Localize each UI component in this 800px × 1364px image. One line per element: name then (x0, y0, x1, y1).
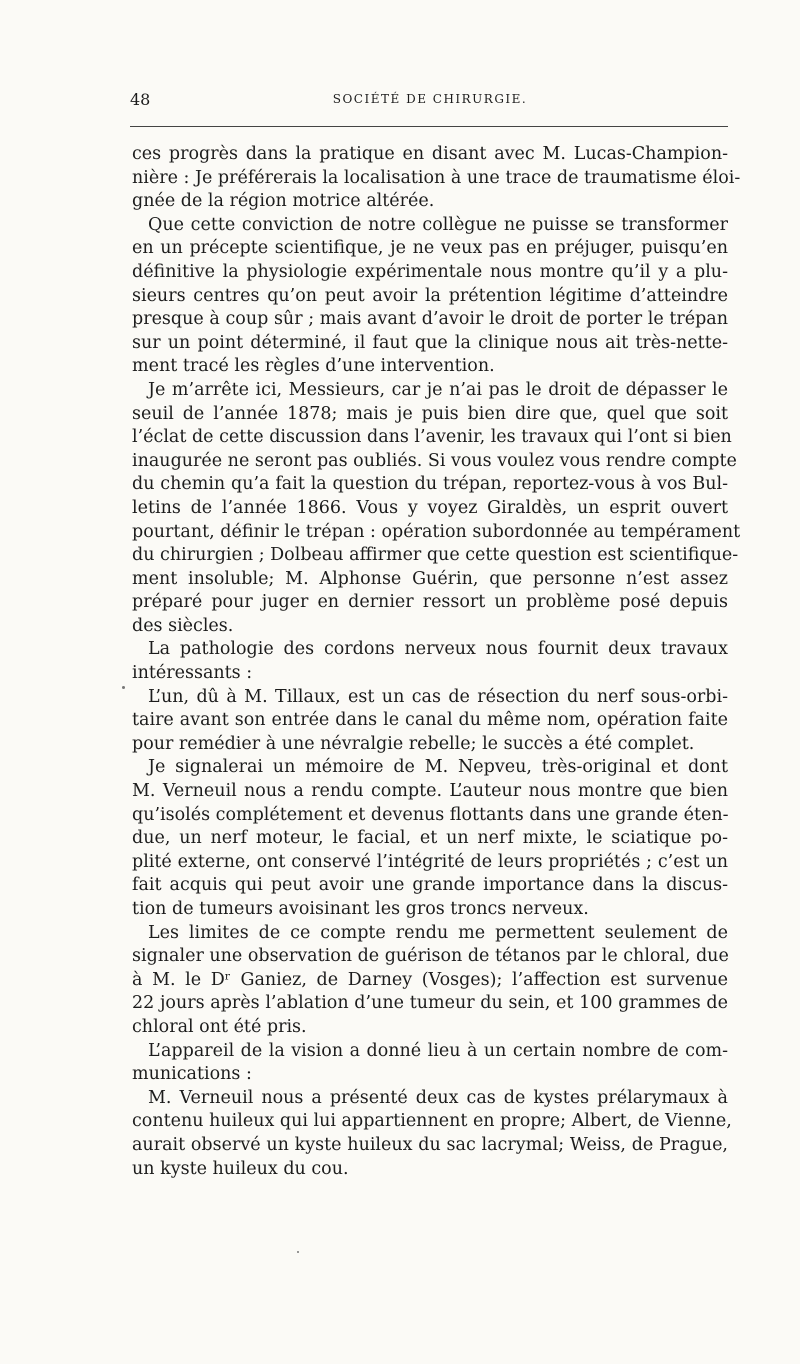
page-number: 48 (130, 90, 151, 109)
text-line: fait acquis qui peut avoir une grande importance dans la discus- (132, 875, 728, 896)
text-line: Je signalerai un mémoire de M. Nepveu, très-original et dont (148, 757, 728, 778)
text-line: intéressants : (132, 663, 253, 684)
text-line: 22 jours après l’ablation d’une tumeur du sein, et 100 grammes de (132, 993, 728, 1014)
text-line: sur un point déterminé, il faut que la clinique nous ait très-nette- (132, 332, 728, 353)
text-line: qu’isolés complétement et devenus flottants dans une grande éten- (132, 804, 729, 825)
text-line: ment tracé les règles d’une intervention. (132, 356, 495, 377)
text-line: du chemin qu’a fait la question du trépan, reportez-vous à vos Bul- (132, 474, 728, 495)
body-text (132, 143, 741, 1181)
running-head: SOCIÉTÉ DE CHIRURGIE. (332, 92, 528, 106)
text-line: due, un nerf moteur, le facial, et un nerf mixte, le sciatique po- (132, 828, 728, 849)
text-line: Je m’arrête ici, Messieurs, car je n’ai pas le droit de dépasser le (148, 379, 728, 400)
text-line: définitive la physiologie expérimentale nous montre qu’il y a plu- (132, 261, 728, 282)
text-line: pourtant, définir le trépan : opération subordonnée au tempérament (132, 521, 741, 542)
text-line: l’éclat de cette discussion dans l’avenir, les travaux qui l’ont si bien (132, 427, 732, 448)
text-line: en un précepte scientifique, je ne veux pas en préjuger, puisqu’en (132, 238, 728, 259)
text-line: des siècles. (132, 615, 234, 636)
text-line: contenu huileux qui lui appartiennent en propre; Albert, de Vienne, (132, 1111, 732, 1132)
text-line: letins de l’année 1866. Vous y voyez Giraldès, un esprit ouvert (132, 497, 728, 518)
text-line: préparé pour juger en dernier ressort un problème posé depuis (132, 592, 728, 613)
text-line: inaugurée ne seront pas oubliés. Si vous voulez vous rendre compte (132, 450, 737, 471)
text-line: ces progrès dans la pratique en disant avec M. Lucas-Champion- (132, 144, 728, 164)
text-line: gnée de la région motrice altérée. (132, 191, 435, 212)
text-line: La pathologie des cordons nerveux nous fournit deux travaux (148, 639, 728, 660)
text-line: L’un, dû à M. Tillaux, est un cas de résection du nerf sous-orbi- (148, 686, 728, 707)
text-line: taire avant son entrée dans le canal du même nom, opération faite (132, 710, 728, 731)
page-header (130, 90, 730, 112)
text-line: sieurs centres qu’on peut avoir la prétention légitime d’atteindre (132, 285, 728, 306)
text-line: aurait observé un kyste huileux du sac lacrymal; Weiss, de Prague, (132, 1134, 728, 1155)
print-speck (297, 1251, 299, 1253)
text-line: munications : (132, 1064, 252, 1085)
text-line: tion de tumeurs avoisinant les gros troncs nerveux. (132, 899, 589, 919)
text-line: pour remédier à une névralgie rebelle; le succès a été complet. (132, 733, 695, 754)
print-speck (122, 686, 125, 689)
text-line: presque à coup sûr ; mais avant d’avoir le droit de porter le trépan (132, 309, 728, 330)
header-rule (130, 126, 728, 127)
text-line: Que cette conviction de notre collègue ne puisse se transformer (148, 214, 728, 235)
text-line: M. Verneuil nous a rendu compte. L’auteur nous montre que bien (132, 781, 728, 802)
text-line: M. Verneuil nous a présenté deux cas de kystes prélarymaux à (148, 1087, 728, 1108)
text-line: du chirurgien ; Dolbeau affirmer que cette question est scientifique- (132, 545, 739, 566)
text-line: Les limites de ce compte rendu me permettent seulement de (148, 922, 728, 943)
text-line: à M. le Dʳ Ganiez, de Darney (Vosges); l’affection est survenue (132, 969, 728, 990)
text-line: chloral ont été pris. (132, 1016, 307, 1037)
text-line: signaler une observation de guérison de tétanos par le chloral, due (132, 946, 729, 967)
text-line: nière : Je préférerais la localisation à une trace de traumatisme éloi- (132, 167, 741, 188)
text-line: L’appareil de la vision a donné lieu à un certain nombre de com- (148, 1040, 728, 1061)
text-line: un kyste huileux du cou. (132, 1158, 349, 1179)
text-line: ment insoluble; M. Alphonse Guérin, que personne n’est assez (132, 568, 728, 589)
text-line: seuil de l’année 1878; mais je puis bien dire que, quel que soit (132, 403, 728, 424)
text-line: plité externe, ont conservé l’intégrité de leurs propriétés ; c’est un (132, 851, 728, 872)
